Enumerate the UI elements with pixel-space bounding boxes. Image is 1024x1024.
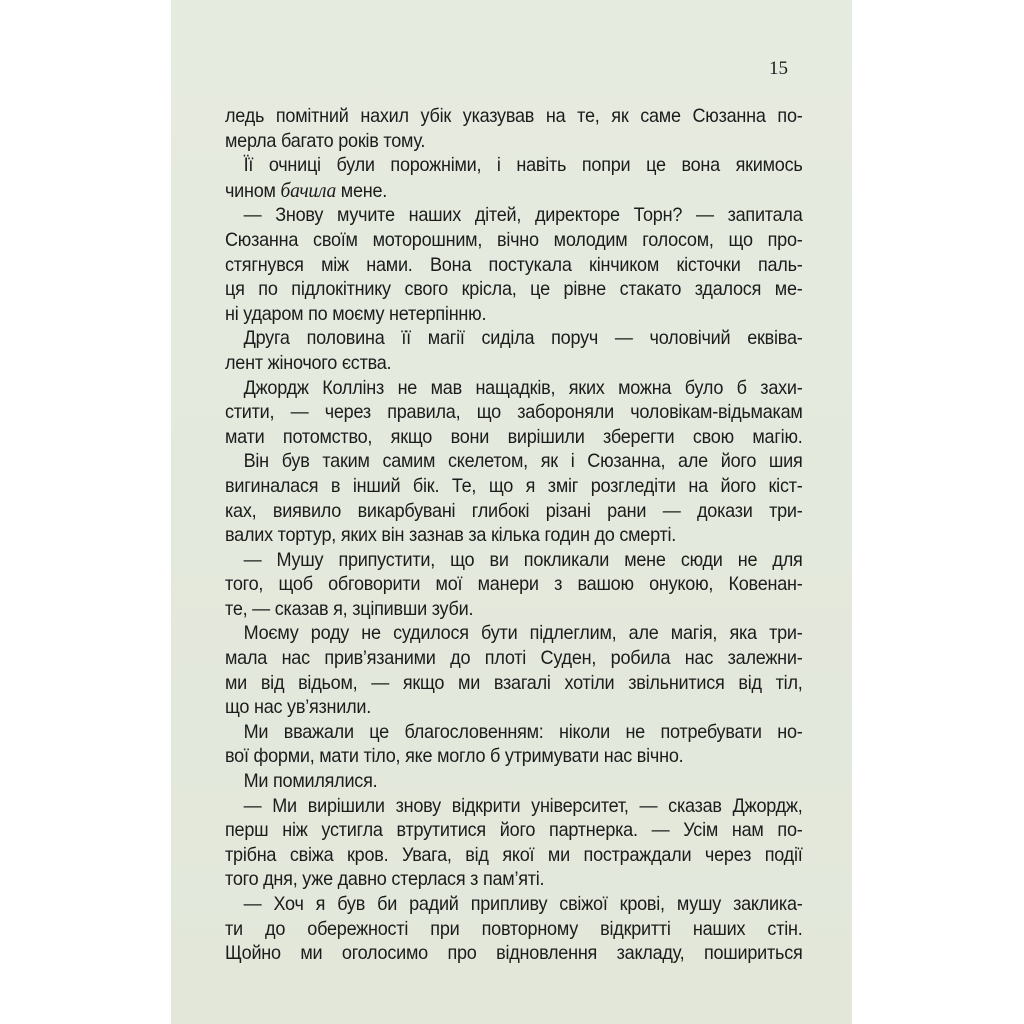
text-line: ні ударом по моєму нетерпінню. [225,302,487,325]
text-line: Моєму роду не судилося бути підлеглим, але магія, яка три- [243,622,803,645]
text-line: Джордж Коллінз не мав нащадків, яких можна було б захи- [243,376,803,399]
text-line: ках, виявило викарбувані глибокі різані рани — докази три- [225,499,803,522]
text-line: — Знову мучите наших дітей, директоре Торн? — запитала [243,204,803,227]
text-line: Він був таким самим скелетом, як і Сюзанна, але його шия [243,450,803,473]
italic-emphasis: бачила [280,177,337,202]
text-line: лент жіночого єства. [225,351,392,374]
text-line: ця по підлокітнику свого крісла, це рівне стакато здалося ме- [225,278,803,301]
text-line: Друга половина її магії сиділа поруч — чоловічий еквіва- [243,327,803,350]
text-line: мала нас прив’язаними до плоті Суден, робила нас залежни- [225,647,803,670]
text-line: — Мушу припустити, що ви покликали мене сюди не для [243,548,803,571]
text-line: ледь помітний нахил убік указував на те, як саме Сюзанна по- [225,105,803,127]
book-page [171,0,852,1024]
text-line [225,178,803,204]
text-line: трібна свіжа кров. Увага, від якої ми постраждали через події [225,843,803,866]
text-line: того, щоб обговорити мої манери з вашою онукою, Ковенан- [225,573,803,596]
text-line: Сюзанна своїм моторошним, вічно молодим голосом, що про- [225,228,803,251]
text-line: ми від відьом, — якщо ми взагалі хотіли звільнитися від тіл, [225,671,803,694]
text-line: мерла багато років тому. [225,129,426,152]
text-line: стити, — через правила, що забороняли чоловікам-відьмакам [225,401,803,424]
text-line: валих тортур, яких він зазнав за кілька годин до смерті. [225,524,677,547]
text-line: вої форми, мати тіло, яке могло б утримувати нас вічно. [225,745,684,768]
text-line: Щойно ми оголосимо про відновлення закладу, пошириться [225,942,803,965]
text-line: мати потомство, якщо вони вирішили зберегти свою магію. [225,425,803,448]
text-line: — Хоч я був би радий припливу свіжої крові, мушу заклика- [243,893,803,915]
page-number: 15 [769,58,788,79]
text-line: ти до обережності при повторному відкритті наших стін. [225,917,803,940]
body-text [225,104,803,966]
text-line: — Ми вирішили знову відкрити університет, — сказав Джордж, [243,794,803,817]
text-line: стягнувся між нами. Вона постукала кінчиком кісточки паль- [225,253,803,276]
text-line: перш ніж устигла втрутитися його партнерка. — Усім нам по- [225,819,803,842]
text-line: Ми помилялися. [243,770,378,793]
text-line: те, — сказав я, зціпивши зуби. [225,597,474,620]
text-segment: мене. [336,179,388,202]
text-line: вигиналася в інший бік. Те, що я зміг розгледіти на його кіст- [225,474,803,497]
text-line: Ми вважали це благословенням: ніколи не потребувати но- [243,720,803,743]
text-line: що нас ув’язнили. [225,696,372,719]
text-segment: чином [225,179,281,202]
text-line: того дня, уже давно стерлася з пам’яті. [225,868,545,891]
text-line: Її очниці були порожніми, і навіть попри це вона якимось [243,154,803,177]
